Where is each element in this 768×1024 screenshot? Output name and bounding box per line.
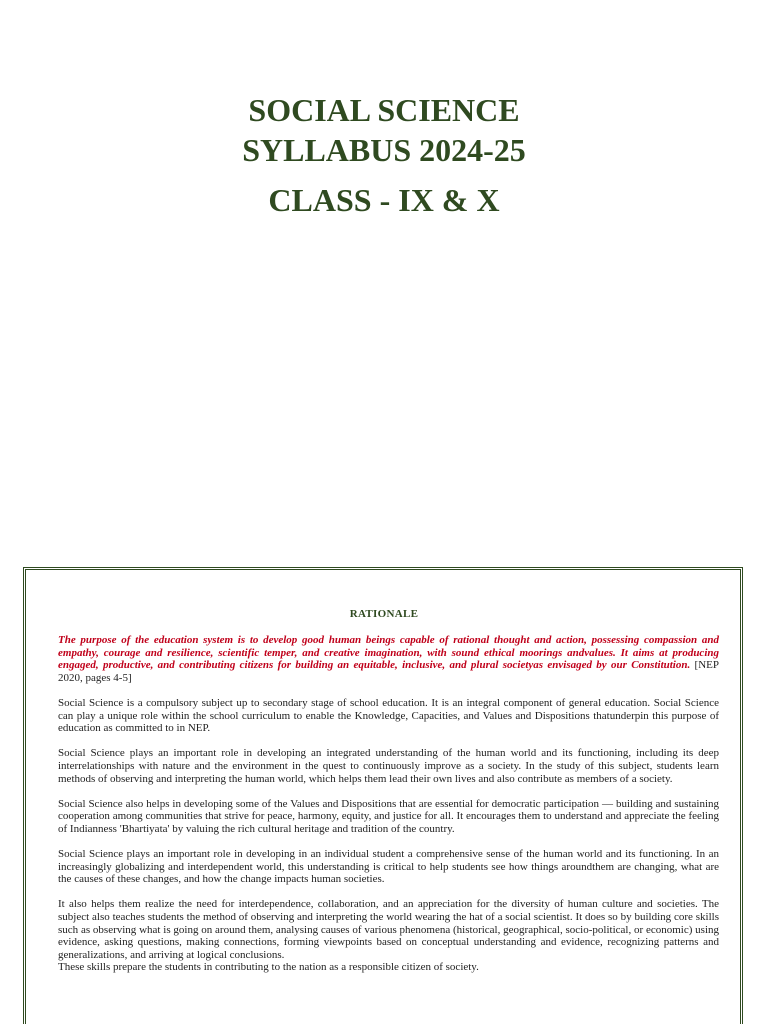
paragraph-1: Social Science is a compulsory subject up to secondary stage of school education. It is an integral component of general education. Social Science can play a unique role within the school curriculum to enable the Knowledge, Capacities, and Values and Dispositions thatunderpin this purpose of education as committed to in NEP. [58,696,719,735]
paragraph-3: Social Science also helps in developing some of the Values and Dispositions that are essential for democratic participation — building and sustaining cooperation among communities that strive for peace, harmony, equity, and justice for all. It encourages them to understand and appreciate the feeling of Indianness 'Bhartiyata' by valuing the rich cultural heritage and tradition of the country. [58,797,719,835]
title-line-2: SYLLABUS 2024-25 [242,132,526,168]
title-line-3: CLASS - IX & X [268,182,500,218]
title-line-1: SOCIAL SCIENCE [248,92,520,128]
nep-citation: [NEP 2020, pages 4-5] [58,659,719,684]
paragraph-5: It also helps them realize the need for interdependence, collaboration, and an appreciation for the diversity of human culture and societies. The subject also teaches students the method of observing and interpreting the world wearing the hat of a social scientist. It does so by building core skills such as observing what is going on around them, analysing causes of various phenomena (historical, geographical, socio-political, or economic) using evidence, asking questions, making connections, forming viewpoints based on conceptual understanding and evidence, recognizing patterns and generalizations, and arriving at logical conclusions. [58,898,719,961]
rationale-heading: RATIONALE [349,608,419,620]
paragraph-2: Social Science plays an important role in developing an integrated understanding of the human world and its functioning, including its deep interrelationships with nature and the environment in the quest to continuously improve as a society. In the study of this subject, students learn methods of observing and interpreting the human world, which helps them lead their own lives and also contribute as members of a society. [58,747,719,785]
rationale-content [58,634,719,987]
nep-quote: The purpose of the education system is to develop good human beings capable of rational thought and action, possessing compassion and empathy, courage and resilience, scientific temper, and creative imagination, with sound ethical moorings andvalues. It aims at producing engaged, productive, and contributing citizens for building an equitable, inclusive, and plural societyas envisaged by our Constitution. [58,634,719,672]
closing-line: These skills prepare the students in contributing to the nation as a responsible citizen of society. [58,961,479,974]
nep-quote-paragraph [58,634,719,684]
paragraph-4: Social Science plays an important role in developing in an individual student a comprehensive sense of the human world and its functioning. In an increasingly globalizing and interdependent world, this understanding is critical to help students see how things aroundthem are changing, what are the causes of these changes, and how the change impacts human societies. [58,848,719,886]
